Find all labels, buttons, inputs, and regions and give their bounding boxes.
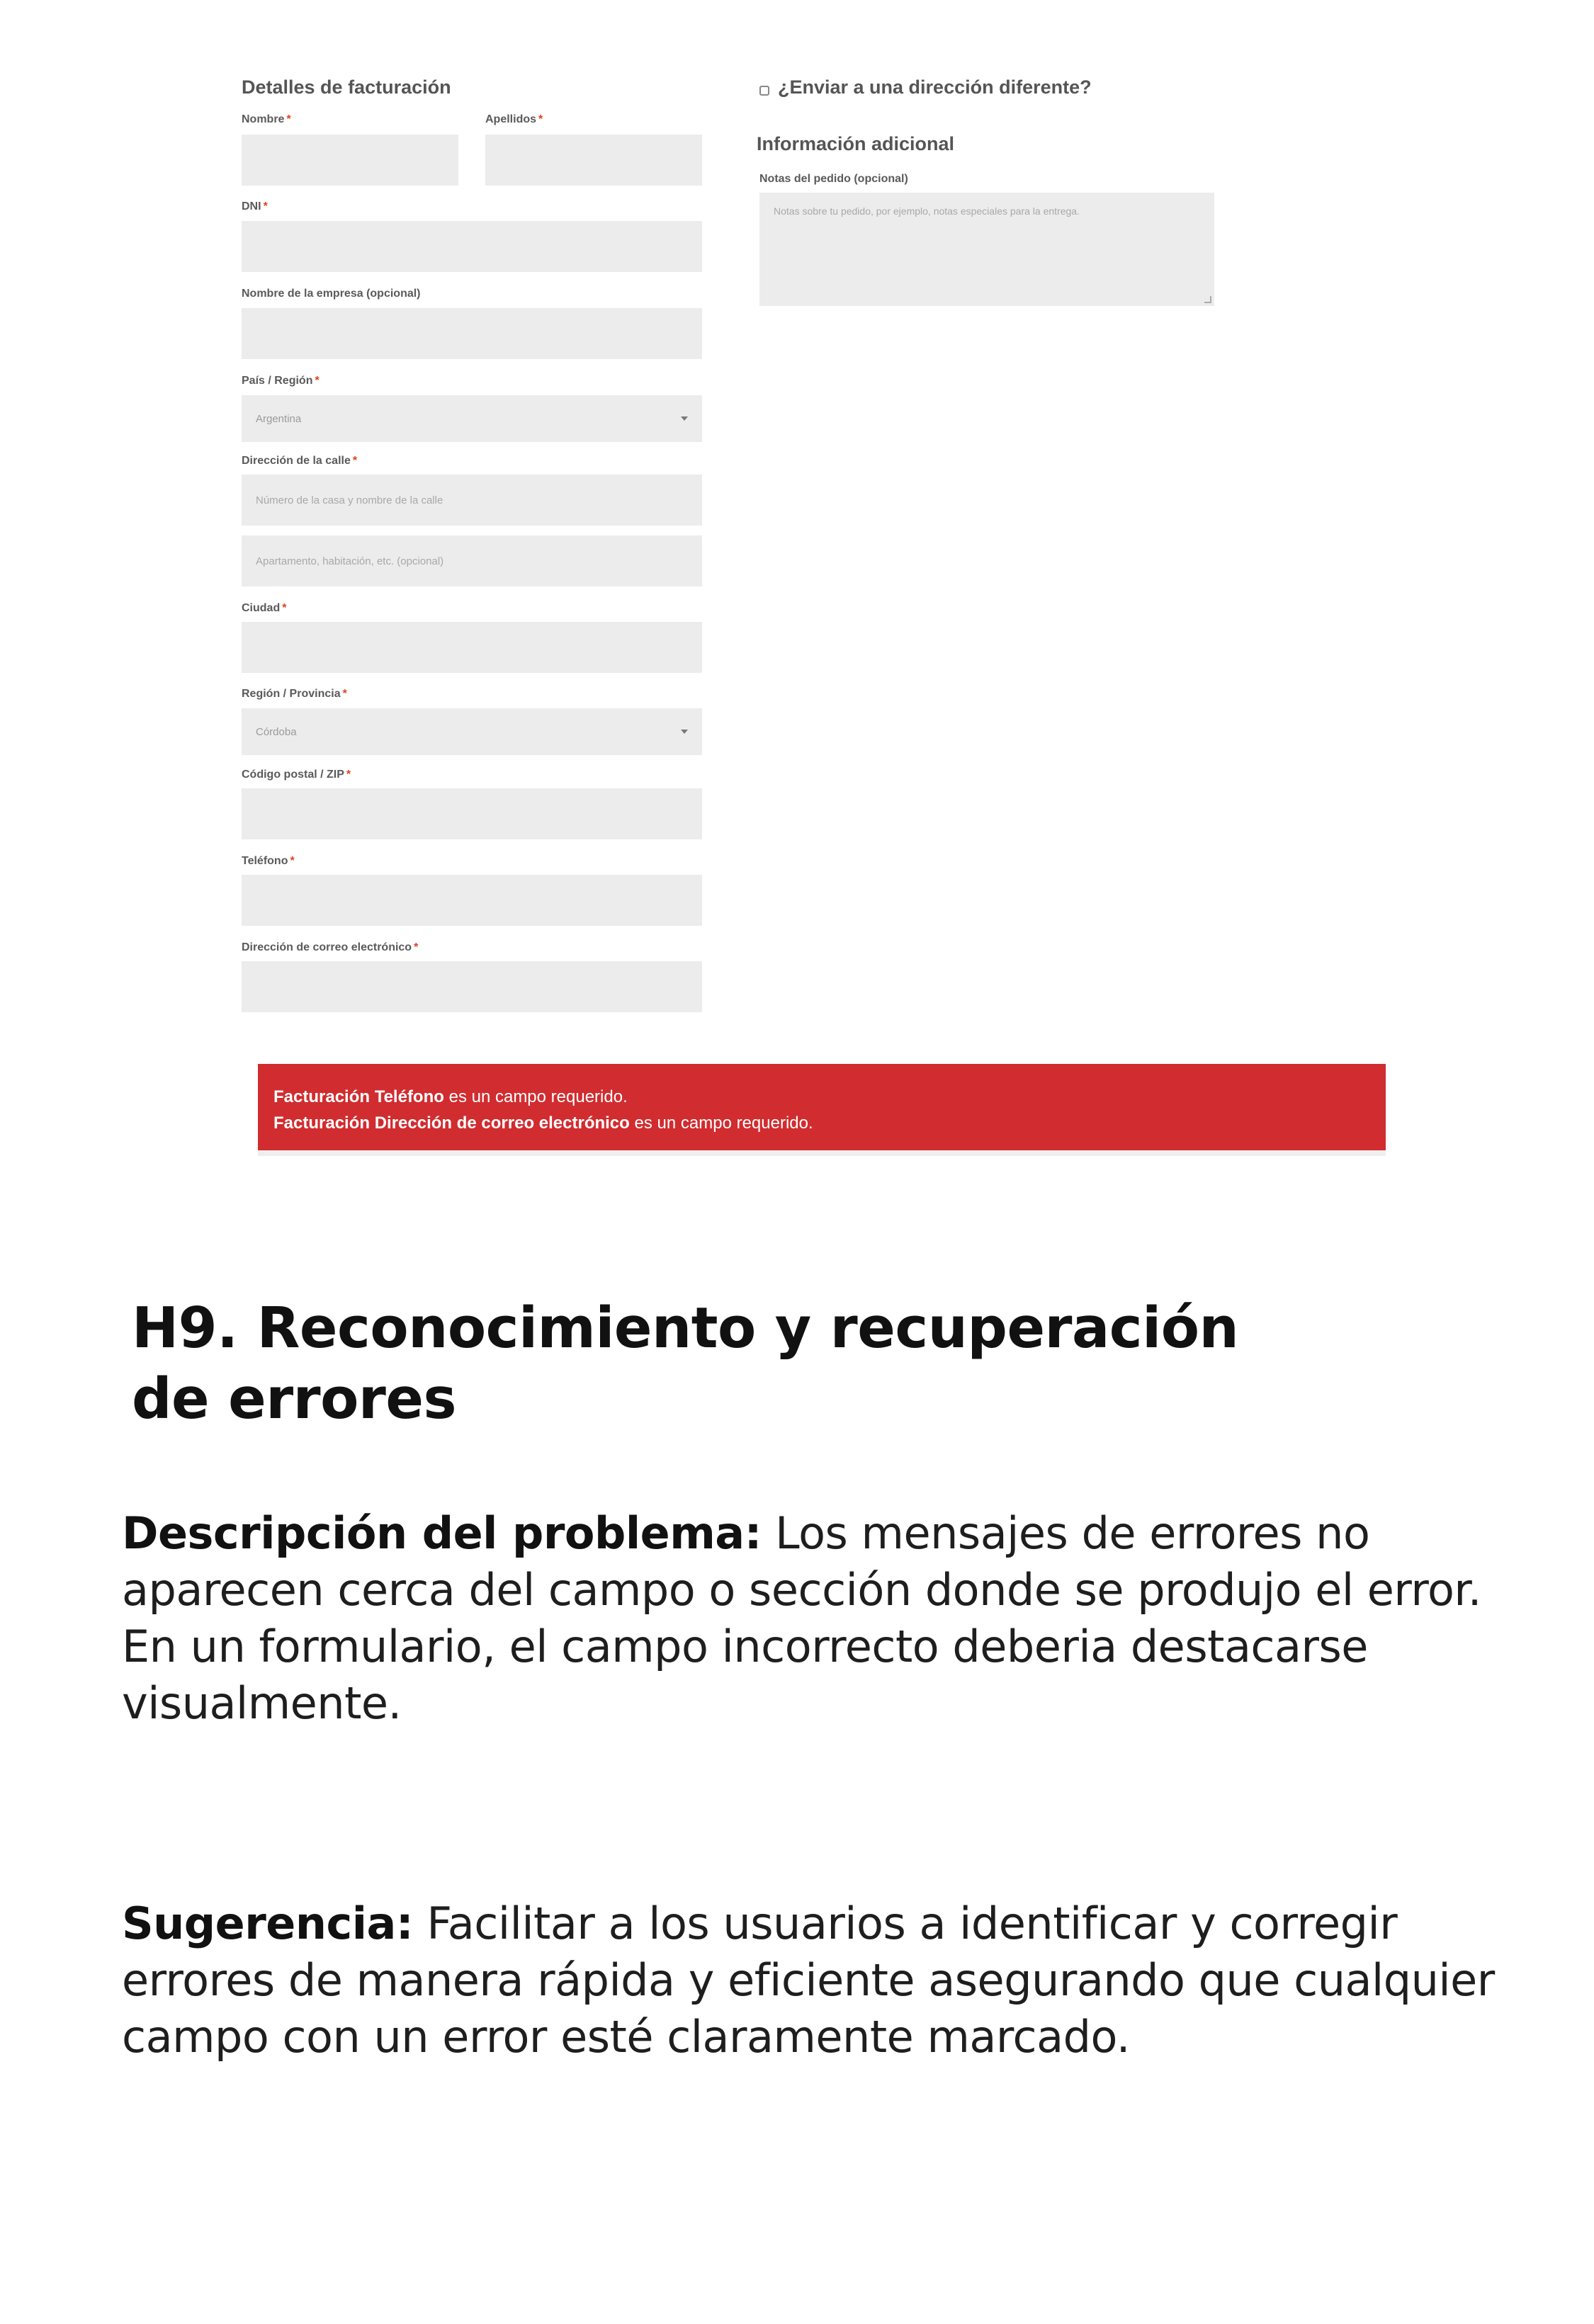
order-notes-label: Notas del pedido (opcional) <box>759 173 908 185</box>
resize-handle-icon[interactable] <box>1204 296 1211 303</box>
required-mark: * <box>346 769 351 781</box>
ship-different-checkbox[interactable] <box>759 86 769 96</box>
error-field-email: Facturación Dirección de correo electrónico <box>273 1113 630 1133</box>
problem-description-text: Los mensajes de errores no aparecen cerca del campo o sección donde se produjo el error. En un formulario, el campo incorrecto deberia destacarse visualmente. <box>122 1507 1481 1729</box>
billing-details-title: Detalles de facturación <box>242 76 451 98</box>
dni-input[interactable] <box>242 221 702 272</box>
zip-input[interactable] <box>242 788 702 839</box>
country-label: País / Región * <box>242 375 320 387</box>
suggestion-text: Facilitar a los usuarios a identificar y corregir errores de manera rápida y eficiente asegurando que cualquier campo con un error esté claramente marcado. <box>122 1898 1495 2063</box>
street-address-input[interactable] <box>242 475 702 526</box>
street-address-placeholder: Número de la casa y nombre de la calle <box>256 494 443 506</box>
city-input[interactable] <box>242 622 702 673</box>
required-mark: * <box>352 455 358 467</box>
page-title-line-2: de errores <box>132 1366 456 1432</box>
page-title-line-1: H9. Reconocimiento y recuperación <box>132 1296 1239 1361</box>
page-title <box>132 1293 1478 1434</box>
first-name-label: Nombre * <box>242 113 291 125</box>
suggestion <box>122 1895 1510 2065</box>
last-name-input[interactable] <box>485 135 702 186</box>
ship-different-label[interactable]: ¿Enviar a una dirección diferente? <box>778 76 1092 98</box>
error-line-email <box>273 1110 1370 1136</box>
email-label: Dirección de correo electrónico * <box>242 941 419 953</box>
company-input[interactable] <box>242 308 702 359</box>
required-mark: * <box>282 602 287 614</box>
problem-description <box>122 1505 1510 1732</box>
last-name-label: Apellidos * <box>485 113 543 125</box>
problem-description-label: Descripción del problema: <box>122 1507 762 1559</box>
required-mark: * <box>342 688 347 700</box>
street-address-2-input[interactable] <box>242 535 702 586</box>
street-label: Dirección de la calle * <box>242 455 358 467</box>
error-line-phone <box>273 1084 1370 1110</box>
country-select[interactable] <box>242 395 702 442</box>
error-notice <box>258 1064 1386 1150</box>
error-field-phone: Facturación Teléfono <box>273 1087 444 1106</box>
zip-label: Código postal / ZIP * <box>242 769 351 781</box>
phone-input[interactable] <box>242 875 702 926</box>
error-text-email: es un campo requerido. <box>629 1113 813 1133</box>
required-mark: * <box>286 113 291 125</box>
suggestion-label: Sugerencia: <box>122 1898 414 1949</box>
email-input[interactable] <box>242 961 702 1012</box>
error-text-phone: es un campo requerido. <box>443 1087 628 1106</box>
chevron-down-icon <box>681 416 688 421</box>
street-address-2-placeholder: Apartamento, habitación, etc. (opcional) <box>256 555 444 567</box>
city-label: Ciudad * <box>242 602 287 614</box>
required-mark: * <box>263 200 268 212</box>
region-label: Región / Provincia * <box>242 688 347 700</box>
required-mark: * <box>414 941 419 953</box>
required-mark: * <box>290 855 295 867</box>
order-notes-placeholder: Notas sobre tu pedido, por ejemplo, notas especiales para la entrega. <box>774 205 1080 217</box>
additional-info-title: Información adicional <box>757 133 955 154</box>
dni-label: DNI * <box>242 200 268 212</box>
country-select-value: Argentina <box>256 412 302 425</box>
order-notes-textarea[interactable] <box>759 193 1214 306</box>
region-select-value: Córdoba <box>256 725 297 738</box>
required-mark: * <box>538 113 543 125</box>
required-mark: * <box>315 375 320 387</box>
first-name-input[interactable] <box>242 135 458 186</box>
phone-label: Teléfono * <box>242 855 295 867</box>
company-label: Nombre de la empresa (opcional) <box>242 288 421 300</box>
chevron-down-icon <box>681 730 688 734</box>
region-select[interactable] <box>242 708 702 755</box>
